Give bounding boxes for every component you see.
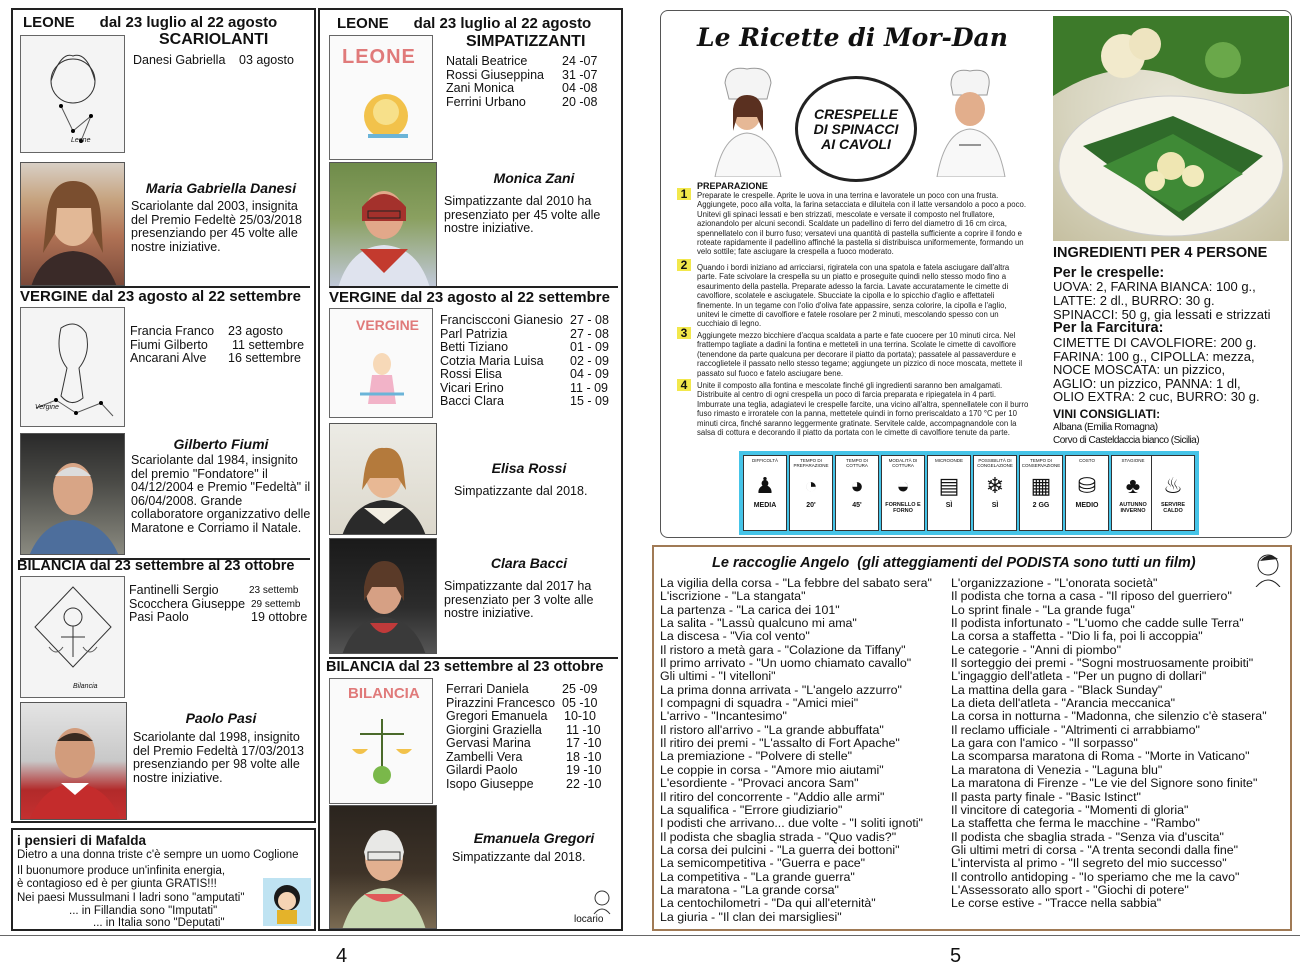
photo-clara-bacci bbox=[329, 538, 437, 654]
icon-stagione: STAGIONE ♣ AUTUNNO INVERNO bbox=[1111, 455, 1155, 531]
icon-costo: COSTO ⛁ MEDIO bbox=[1065, 455, 1109, 531]
signature: locario bbox=[574, 914, 604, 925]
list-item: La vigilia della corsa - "La febbre del sabato sera" bbox=[660, 576, 932, 590]
snowflake-icon: ❄ bbox=[985, 473, 1005, 498]
list-item: Gervasi Marina 17 -10 bbox=[446, 736, 602, 750]
list-item: L'Assessorato allo sport - "Giochi di potere" bbox=[951, 882, 1189, 897]
icon-servire-caldo: ♨ SERVIRE CALDO bbox=[1151, 455, 1195, 531]
icon-tempo-cottura: TEMPO DI COTTURA ◕ 45' bbox=[835, 455, 879, 531]
bilancia-drawing-label: Bilancia bbox=[73, 683, 98, 690]
paolo-pasi-text: Scariolante dal 1998, insignito del Premio Fedeltà 17/03/2013 presenziando per 98 volte alle nostre iniziative. bbox=[133, 730, 304, 785]
icon-congelazione: POSSIBILITÀ DI CONGELAZIONE ❄ SÌ bbox=[973, 455, 1017, 531]
pot-icon: ◒ bbox=[896, 473, 910, 498]
vergine-drawing-label: VERGINE bbox=[356, 317, 420, 333]
angelo-panel bbox=[652, 545, 1292, 931]
mafalda-line: è contagioso ed è per giunta GRATIS!!! bbox=[17, 878, 217, 890]
photo-elisa-rossi bbox=[329, 423, 437, 535]
wine-line: Albana (Emilia Romagna) bbox=[1053, 422, 1158, 433]
list-item: La dieta dell'atleta - "Arancia meccanica" bbox=[951, 696, 1175, 711]
list-item: La partenza - "La carica dei 101" bbox=[660, 602, 840, 617]
vergine-list bbox=[130, 325, 304, 366]
list-item: Bacci Clara 15 - 09 bbox=[440, 394, 609, 408]
list-item: Rossi Giuseppina 31 -07 bbox=[446, 67, 598, 82]
list-item: Le corse estive - "Tracce nella sabbia" bbox=[951, 896, 1162, 911]
list-item: L'arrivo - "Incantesimo" bbox=[660, 709, 787, 724]
mafalda-cartoon bbox=[263, 878, 311, 926]
list-item: Fiumi Gilberto 11 settembre bbox=[130, 337, 305, 352]
list-item: Le coppie in corsa - "Amore mio aiutami" bbox=[660, 762, 884, 777]
icon-tempo-preparazione: TEMPO DI PREPARAZIONE ◔ 20' bbox=[789, 455, 833, 531]
list-item: La salita - "Lassù qualcuno mi ama" bbox=[660, 616, 857, 631]
signature-caricature bbox=[588, 888, 616, 916]
list-item: L'esordiente - "Provaci ancora Sam" bbox=[660, 776, 859, 791]
bilancia-drawing bbox=[20, 576, 125, 698]
list-item: Il vincitore di categoria - "Momenti di gloria" bbox=[951, 802, 1189, 817]
leone-drawing-label: Leone bbox=[71, 137, 91, 144]
list-item: La discesa - "Via col vento" bbox=[660, 629, 810, 644]
ingredient-line: OLIO EXTRA: 2 cuc, BURRO: 30 g. bbox=[1053, 389, 1260, 404]
list-item: Parl Patrizia 27 - 08 bbox=[440, 326, 609, 341]
step-number: 2 bbox=[677, 259, 691, 271]
list-item: La corsa a staffetta - "Dio li fa, poi li accoppia" bbox=[951, 629, 1203, 644]
list-item: Francia Franco 23 agosto bbox=[130, 324, 283, 338]
maria-gabriella-danesi-name: Maria Gabriella Danesi bbox=[145, 180, 297, 196]
list-item: La corsa dei pulcini - "La guerra dei bottoni" bbox=[660, 842, 900, 857]
list-item: Pirazzini Francesco 05 -10 bbox=[446, 695, 598, 710]
step-text: Unite il composto alla fontina e mescolate finché gli ingredienti saranno ben amalgamati. Distribuite al centro di ogni crespella un poco di farcia preparata e ripiegatela in 4 parti. Imburrate una teglia, adagiatevi le crespelle farcite, una vicino all'altra, spennellatele con il burro fuso rimasto e irroratele con la panna, mettetele quindi in forno preriscaldato a 170 °C per 10 minuti circa, finché saranno leggermente gratinate. Servitele calde, accompagnandole con la salsa di cottura e decorando il piatto da portata con le cimette di cavolfiore tenute da parte. bbox=[697, 381, 1029, 438]
list-item: Giorgini Graziella 11 -10 bbox=[446, 722, 601, 737]
list-item: Il controllo antidoping - "Io speriamo che me la cavo" bbox=[951, 869, 1240, 884]
list-item: La prima donna arrivata - "L'angelo azzurro" bbox=[660, 682, 902, 697]
list-item: Il podista che sbaglia strada - "Quo vadis?" bbox=[660, 829, 897, 844]
bilancia-drawing bbox=[329, 678, 433, 804]
photo-paolo-pasi bbox=[20, 702, 127, 820]
angelo-title: Le raccoglie Angelo (gli atteggiamenti del PODISTA sono tutti un film) bbox=[712, 555, 1196, 571]
elisa-rossi-name: Elisa Rossi bbox=[491, 460, 567, 476]
list-item: Il ritiro del concorrente - "Addio alle armi" bbox=[660, 789, 885, 804]
list-item: Ancarani Alve 16 settembre bbox=[130, 351, 301, 365]
list-item: La centochilometri - "Da qui all'eternità" bbox=[660, 896, 876, 911]
list-item: La squalifica - "Errore giudiziario" bbox=[660, 802, 843, 817]
list-item: I compagni di squadra - "Amici miei" bbox=[660, 696, 859, 711]
timer-icon: ◔ bbox=[804, 473, 818, 498]
chef-hat-icon: ♟ bbox=[755, 473, 775, 498]
step-text: Aggiungete mezzo bicchiere d'acqua scaldata a parte e fate cuocere per 10 minuti circa. Nel frattempo tagliate a dadini la fontina e metteteli in una terrina. Scolate le cimette di cavolfiore (tenendone da parte qualcuna per decorare il piatto da portata); passatele al passaverdure e raccoglietele il passato nello stesso tegame; aggiungete un pizzico di noce moscata, mettete il passato sul fuoco e fatelo asciugare bene. bbox=[697, 331, 1023, 378]
mafalda-line: Dietro a una donna triste c'è sempre un uomo Coglione bbox=[17, 849, 299, 861]
mafalda-line: ... in Fillandia sono "Imputati" bbox=[69, 905, 218, 917]
list-item: Il ritiro dei premi - "L'assalto di Fort Apache" bbox=[660, 736, 900, 751]
list-item: Le categorie - "Anni di piombo" bbox=[951, 642, 1121, 657]
list-item: Zani Monica 04 -08 bbox=[446, 81, 598, 95]
tree-icon: ♣ bbox=[1125, 473, 1141, 498]
list-item: L'intervista al primo - "Il segreto del mio successo" bbox=[951, 856, 1227, 871]
monica-zani-name: Monica Zani bbox=[493, 170, 575, 186]
list-item: Gilardi Paolo 19 -10 bbox=[446, 763, 602, 777]
photo-monica-zani bbox=[329, 162, 437, 287]
emanuela-gregori-name: Emanuela Gregori bbox=[473, 830, 595, 846]
photo-maria-gabriella-danesi bbox=[20, 162, 125, 286]
step-text: Quando i bordi iniziano ad arricciarsi, rigiratela con una spatola e fatela asciugare dall'altra parte. Fate scivolare la crespella su un piatto e proseguite quindi nello stesso modo fino a esaurimento della pastella. Preparate adesso la farcia. Lavate accuratamente le cimette di cavolfiore, scolatele e asciugatele. Sbucciate la cipolla e lo spicchio d'aglio e affettateli finemente. In un tegame con l'olio d'oliva fate appassire, senza colorire, la cipolla e l'aglio, unitevi le cimette di cavolfiore e fatele rosolare per 2 minuti, mescolando spesso con un cucchiaio di legno. bbox=[697, 263, 1010, 329]
maria-gabriella-danesi-text: Scariolante dal 2003, insignita del Premio Fedeltè 25/03/2018 presenziando per 45 volte alle nostre iniziative. bbox=[131, 199, 302, 254]
mafalda-line: Il buonumore produce un'infinita energia, bbox=[17, 865, 226, 877]
column-simpatizzanti bbox=[318, 8, 623, 931]
bilancia-header: BILANCIA dal 23 settembre al 23 ottobre bbox=[326, 659, 604, 675]
recipe-icons-bar bbox=[739, 451, 1199, 535]
scariolanti-title: SCARIOLANTI bbox=[159, 31, 269, 48]
list-item: Betti Tiziano 01 - 09 bbox=[440, 340, 609, 354]
coins-icon: ⛁ bbox=[1077, 473, 1097, 498]
photo-gilberto-fiumi bbox=[20, 433, 125, 555]
page-number: 4 bbox=[336, 945, 348, 967]
leone-entry-date: 03 agosto bbox=[239, 53, 294, 67]
mafalda-line: ... in Italia sono "Deputati" bbox=[93, 917, 225, 929]
list-item: Zambelli Vera 18 -10 bbox=[446, 749, 602, 764]
step-text: Preparate le crespelle. Aprite le uova in una terrina e lavoratele un poco con una frusta. Aggiungete, poco alla volta, la farina setacciata e diluitela con il latte versandolo a poco a poco. Unitevi gli spinaci lessati e ben strizzati, mescolate e versate il composto nel frullatore, azionandolo per alcuni secondi. Scaldate un padellino di ferro del diametro di 16 cm circa, spennellatelo con il burro fuso; versatevi una quantità di pastella sufficiente a coprire il fondo e roteate rapidamente il padellino affinché la pastella si distribuisca uniformemente, formando un velo sottile; fate asciugare la crespella a fuoco moderato. bbox=[697, 191, 1026, 257]
vergine-header: VERGINE dal 23 agosto al 22 settembre bbox=[329, 289, 610, 306]
list-item: Scocchera Giuseppe 29 settemb bbox=[129, 596, 301, 611]
vini-title: VINI CONSIGLIATI: bbox=[1053, 407, 1161, 421]
ingredient-line: CIMETTE DI CAVOLFIORE: 200 g. bbox=[1053, 335, 1257, 350]
list-item: L'iscrizione - "La stangata" bbox=[660, 589, 806, 604]
clara-bacci-name: Clara Bacci bbox=[490, 555, 568, 571]
leone-drawing bbox=[329, 35, 433, 160]
list-item: Fantinelli Sergio 23 settemb bbox=[129, 583, 299, 597]
list-item: Vicari Erino 11 - 09 bbox=[440, 380, 608, 395]
chef-woman-image bbox=[707, 65, 787, 177]
hot-plate-icon: ♨ bbox=[1163, 473, 1183, 498]
list-item: L'organizzazione - "L'onorata società" bbox=[951, 576, 1158, 590]
list-item: La competitiva - "La grande guerra" bbox=[660, 869, 855, 884]
list-item: La corsa in notturna - "Madonna, che silenzio c'è stasera" bbox=[951, 709, 1267, 724]
leone-header: LEONE dal 23 luglio al 22 agosto bbox=[23, 14, 278, 31]
gilberto-fiumi-name: Gilberto Fiumi bbox=[173, 436, 269, 452]
vergine-drawing bbox=[329, 308, 433, 418]
icon-modalita-cottura: MODALITÀ DI COTTURA ◒ FORNELLO E FORNO bbox=[881, 455, 925, 531]
step-number: 4 bbox=[677, 379, 691, 391]
ingredient-line: NOCE MOSCATA: un pizzico, bbox=[1053, 362, 1226, 377]
bilancia-list bbox=[129, 584, 307, 625]
leone-header: LEONE dal 23 luglio al 22 agosto bbox=[337, 15, 592, 32]
list-item: La semicompetitiva - "Guerra e pace" bbox=[660, 856, 866, 871]
list-item: La maratona di Firenze - "Le vie del Signore sono finite" bbox=[951, 776, 1258, 791]
dish-photo bbox=[1053, 16, 1289, 241]
list-item: Natali Beatrice 24 -07 bbox=[446, 54, 598, 68]
dish-title: CRESPELLE DI SPINACCI AI CAVOLI bbox=[813, 105, 899, 152]
simpatizzanti-title: SIMPATIZZANTI bbox=[466, 33, 586, 50]
list-item: Lo sprint finale - "La grande fuga" bbox=[951, 602, 1135, 617]
list-item: I podisti che arrivano... due volte - "I soliti ignoti" bbox=[660, 816, 923, 831]
bilancia-drawing-label: BILANCIA bbox=[348, 685, 420, 702]
list-item: La maratona di Venezia - "Laguna blu" bbox=[951, 762, 1163, 777]
leone-simpatizzanti-list bbox=[446, 55, 597, 109]
vergine-drawing bbox=[20, 307, 125, 427]
ingredient-line: LATTE: 2 dl., BURRO: 30 g. bbox=[1053, 293, 1215, 308]
leone-drawing bbox=[20, 35, 125, 153]
photo-emanuela-gregori bbox=[329, 805, 437, 929]
list-item: Cotzia Maria Luisa 02 - 09 bbox=[440, 353, 609, 368]
ingredient-line: UOVA: 2, FARINA BIANCA: 100 g., bbox=[1053, 279, 1256, 294]
column-scariolanti bbox=[11, 8, 316, 823]
step-number: 3 bbox=[677, 327, 691, 339]
list-item: La maratona - "La grande corsa" bbox=[660, 882, 839, 897]
chef-man-image bbox=[929, 65, 1011, 177]
list-item: Rossi Elisa 04 - 09 bbox=[440, 367, 609, 381]
mafalda-title: i pensieri di Mafalda bbox=[17, 833, 147, 848]
list-item: Il ristoro a metà gara - "Colazione da Tiffany" bbox=[660, 642, 906, 657]
leone-entry-name: Danesi Gabriella bbox=[133, 53, 226, 67]
list-item: L'ingaggio dell'atleta - "Per un pugno di dollari" bbox=[951, 669, 1207, 684]
paolo-pasi-name: Paolo Pasi bbox=[185, 710, 257, 726]
list-item: La gara con l'amico - "Il sorpasso" bbox=[951, 736, 1138, 751]
page-number: 5 bbox=[950, 945, 962, 967]
list-item: La staffetta che ferma le macchine - "Rambo" bbox=[951, 816, 1200, 831]
recipe-panel bbox=[660, 10, 1292, 538]
clock-icon: ◕ bbox=[850, 473, 864, 498]
bilancia-header: BILANCIA dal 23 settembre al 23 ottobre bbox=[17, 558, 295, 574]
list-item: Il podista che sbaglia strada - "Senza via d'uscita" bbox=[951, 829, 1224, 844]
angelo-right-list bbox=[951, 577, 1267, 911]
list-item: Franciscconi Gianesio 27 - 08 bbox=[440, 313, 609, 327]
bilancia-simpatizzanti-list bbox=[446, 683, 601, 791]
mafalda-box bbox=[11, 828, 316, 931]
mafalda-line: Nei paesi Mussulmani I ladri sono "amputati" bbox=[17, 892, 245, 904]
list-item: Isopo Giuseppe 22 -10 bbox=[446, 776, 602, 791]
icon-microonde: MICROONDE ▤ SÌ bbox=[927, 455, 971, 531]
list-item: La mattina della gara - "Black Sunday" bbox=[951, 682, 1163, 697]
vergine-header: VERGINE dal 23 agosto al 22 settembre bbox=[20, 288, 301, 305]
microwave-icon: ▤ bbox=[938, 473, 960, 498]
leone-drawing-label: LEONE bbox=[342, 46, 416, 68]
emanuela-gregori-text: Simpatizzante dal 2018. bbox=[452, 850, 586, 864]
elisa-rossi-text: Simpatizzante dal 2018. bbox=[454, 484, 588, 498]
list-item: Gregori Emanuela 10-10 bbox=[446, 709, 596, 723]
step-number: 1 bbox=[677, 188, 691, 200]
calendar-icon: ▦ bbox=[1030, 473, 1052, 498]
list-item: La scomparsa maratona di Roma - "Morte in Vaticano" bbox=[951, 749, 1250, 764]
ingredient-line: SPINACCI: 50 g, gia lessati e strizzati bbox=[1053, 307, 1271, 322]
list-item: Il ristoro all'arrivo - "La grande abbuffata" bbox=[660, 722, 884, 737]
icon-difficolta: DIFFICOLTÀ ♟ MEDIA bbox=[743, 455, 787, 531]
monica-zani-text: Simpatizzante dal 2010 ha presenziato per 45 volte alle nostre iniziative. bbox=[444, 194, 601, 235]
divider bbox=[329, 286, 618, 288]
wine-line: Corvo di Casteldaccia bianco (Sicilia) bbox=[1053, 435, 1200, 446]
list-item: La premiazione - "Polvere di stelle" bbox=[660, 749, 852, 764]
list-item: Il reclamo ufficiale - "Altrimenti ci arrabbiamo" bbox=[951, 722, 1200, 737]
ingredient-line: AGLIO: un pizzico, PANNA: 1 dl, bbox=[1053, 376, 1241, 391]
icon-conservazione: TEMPO DI CONSERVAZIONE ▦ 2 GG bbox=[1019, 455, 1063, 531]
list-item: Il podista infortunato - "L'uomo che cadde sulle Terra" bbox=[951, 616, 1244, 631]
list-item: Il primo arrivato - "Un uomo chiamato cavallo" bbox=[660, 656, 912, 671]
ingredients-title: INGREDIENTI PER 4 PERSONE bbox=[1053, 245, 1268, 261]
vergine-simpatizzanti-list bbox=[440, 314, 609, 409]
list-item: Il podista che torna a casa - "Il riposo del guerriero" bbox=[951, 589, 1232, 604]
page-bottom-rule bbox=[0, 935, 1300, 936]
list-item: La giuria - "Il clan dei marsigliesi" bbox=[660, 909, 842, 924]
list-item: Ferrari Daniela 25 -09 bbox=[446, 682, 598, 696]
crespelle-title: Per le crespelle: bbox=[1053, 265, 1165, 281]
clara-bacci-text: Simpatizzante dal 2017 ha presenziato per 3 volte alle nostre iniziative. bbox=[444, 579, 594, 620]
list-item: Gli ultimi - "I vitelloni" bbox=[660, 669, 776, 684]
list-item: Gli ultimi metri di corsa - "A trenta secondi dalla fine" bbox=[951, 842, 1239, 857]
prep-title: PREPARAZIONE bbox=[697, 181, 768, 191]
list-item: Pasi Paolo 19 ottobre bbox=[129, 610, 308, 624]
list-item: Il sorteggio dei premi - "Sogni mostruosamente proibiti" bbox=[951, 656, 1254, 671]
angelo-left-list bbox=[660, 577, 932, 924]
vergine-drawing-label: Vergine bbox=[35, 404, 59, 411]
ingredient-line: FARINA: 100 g., CIPOLLA: mezza, bbox=[1053, 349, 1255, 364]
recipe-brand: Le Ricette di Mor-Dan bbox=[697, 23, 1008, 52]
farcitura-title: Per la Farcitura: bbox=[1053, 320, 1164, 336]
gilberto-fiumi-text: Scariolante dal 1984, insignito del premio "Fondatore" il 04/12/2004 e Premio "Fedeltà" il 06/04/2008. Grande collaboratore organizzativo delle Maratone e Corriamo il Natale. bbox=[131, 453, 311, 535]
list-item: Ferrini Urbano 20 -08 bbox=[446, 94, 598, 109]
dish-title-circle bbox=[795, 76, 917, 182]
list-item: Il pasta party finale - "Basic Istinct" bbox=[951, 789, 1141, 804]
